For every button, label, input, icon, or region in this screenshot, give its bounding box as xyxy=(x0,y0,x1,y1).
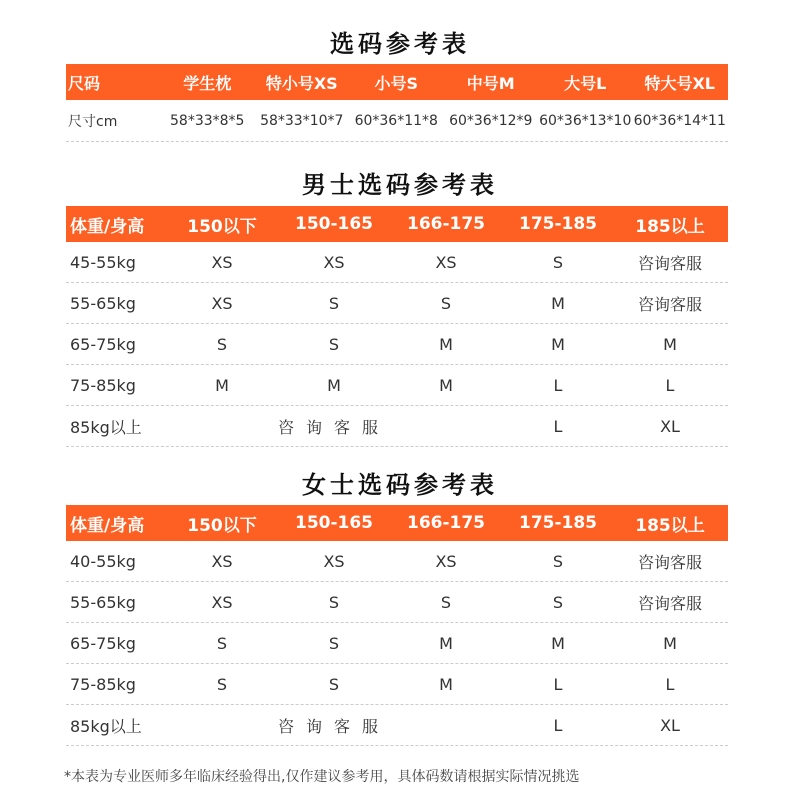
cell: M xyxy=(439,375,453,395)
men-size-title: 男士选码参考表 xyxy=(302,171,498,199)
row-label: 85kg以上 xyxy=(70,716,142,736)
cell: S xyxy=(440,293,452,313)
cell: 咨询客服 xyxy=(637,552,702,572)
header-cell: 150以下 xyxy=(187,216,257,237)
cell: XS xyxy=(211,551,233,571)
pillow-size-table xyxy=(66,64,728,142)
women-size-title: 女士选码参考表 xyxy=(302,471,498,499)
row-label: 75-85kg xyxy=(70,674,136,694)
merged-cell: 咨询客服 xyxy=(277,716,390,736)
header-cell: 特小号XS xyxy=(265,73,338,93)
cell: M xyxy=(551,633,565,653)
cell: XS xyxy=(435,252,457,272)
header-cell: 175-185 xyxy=(518,513,598,533)
cell: S xyxy=(328,334,340,354)
header-cell: 体重/身高 xyxy=(70,216,145,237)
row-label: 85kg以上 xyxy=(70,417,142,437)
pillow-size-title: 选码参考表 xyxy=(330,30,470,58)
table-row xyxy=(66,100,728,142)
table-row xyxy=(66,283,728,324)
cell: M xyxy=(439,674,453,694)
footnote: *本表为专业医师多年临床经验得出,仅作建议参考用，具体码数请根据实际情况挑选 xyxy=(64,769,580,785)
header-cell: 体重/身高 xyxy=(70,515,145,536)
table-row xyxy=(66,664,728,705)
table-row xyxy=(66,582,728,623)
cell: 60*36*14*11 xyxy=(633,112,726,129)
header-cell: 185以上 xyxy=(635,216,705,237)
cell: XL xyxy=(660,416,680,436)
cell: 60*36*12*9 xyxy=(449,112,533,129)
cell: L xyxy=(665,375,675,395)
header-cell: 166-175 xyxy=(406,513,486,533)
cell: M xyxy=(551,293,565,313)
header-cell: 尺码 xyxy=(68,73,101,93)
cell: 60*36*11*8 xyxy=(354,112,438,129)
cell: 58*33*10*7 xyxy=(260,112,344,129)
table-row xyxy=(66,623,728,664)
cell: S xyxy=(328,674,340,694)
men-size-table xyxy=(66,206,728,447)
cell: M xyxy=(663,633,677,653)
cell: XS xyxy=(323,252,345,272)
header-cell: 特大号XL xyxy=(644,73,716,93)
cell: L xyxy=(553,416,563,436)
cell: S xyxy=(328,633,340,653)
cell: XS xyxy=(435,551,457,571)
cell: S xyxy=(328,592,340,612)
cell: S xyxy=(216,633,228,653)
header-cell: 150-165 xyxy=(294,214,374,234)
cell: M xyxy=(663,334,677,354)
cell: XS xyxy=(211,252,233,272)
cell: L xyxy=(553,375,563,395)
row-label: 40-55kg xyxy=(70,551,136,571)
cell: S xyxy=(552,592,564,612)
row-label: 65-75kg xyxy=(70,633,136,653)
cell: 咨询客服 xyxy=(637,253,702,273)
cell: M xyxy=(551,334,565,354)
cell: S xyxy=(552,551,564,571)
cell: 咨询客服 xyxy=(637,593,702,613)
merged-cell: 咨询客服 xyxy=(277,417,390,437)
row-label: 45-55kg xyxy=(70,252,136,272)
cell: S xyxy=(216,334,228,354)
women-size-table xyxy=(66,505,728,746)
row-label: 尺寸cm xyxy=(68,113,118,130)
table-row xyxy=(66,406,728,447)
cell: M xyxy=(215,375,229,395)
cell: M xyxy=(439,334,453,354)
cell: XL xyxy=(660,715,680,735)
cell: 60*36*13*10 xyxy=(539,112,632,129)
header-cell: 学生枕 xyxy=(183,73,232,93)
header-cell: 166-175 xyxy=(406,214,486,234)
table-header xyxy=(66,505,728,541)
header-cell: 150以下 xyxy=(187,515,257,536)
cell: XS xyxy=(211,592,233,612)
cell: 58*33*8*5 xyxy=(170,112,245,129)
table-row xyxy=(66,365,728,406)
cell: XS xyxy=(211,293,233,313)
cell: L xyxy=(553,674,563,694)
cell: S xyxy=(440,592,452,612)
table-row xyxy=(66,242,728,283)
header-cell: 小号S xyxy=(374,73,419,93)
cell: M xyxy=(327,375,341,395)
cell: S xyxy=(552,252,564,272)
cell: XS xyxy=(323,551,345,571)
header-cell: 中号M xyxy=(466,73,515,93)
cell: M xyxy=(439,633,453,653)
header-cell: 175-185 xyxy=(518,214,598,234)
cell: L xyxy=(665,674,675,694)
cell: L xyxy=(553,715,563,735)
table-row xyxy=(66,541,728,582)
header-cell: 150-165 xyxy=(294,513,374,533)
row-label: 55-65kg xyxy=(70,293,136,313)
row-label: 75-85kg xyxy=(70,375,136,395)
cell: 咨询客服 xyxy=(637,294,702,314)
row-label: 65-75kg xyxy=(70,334,136,354)
table-row xyxy=(66,705,728,746)
table-row xyxy=(66,324,728,365)
header-cell: 大号L xyxy=(564,73,607,93)
row-label: 55-65kg xyxy=(70,592,136,612)
cell: S xyxy=(216,674,228,694)
table-header xyxy=(66,64,728,100)
cell: S xyxy=(328,293,340,313)
header-cell: 185以上 xyxy=(635,515,705,536)
table-header xyxy=(66,206,728,242)
